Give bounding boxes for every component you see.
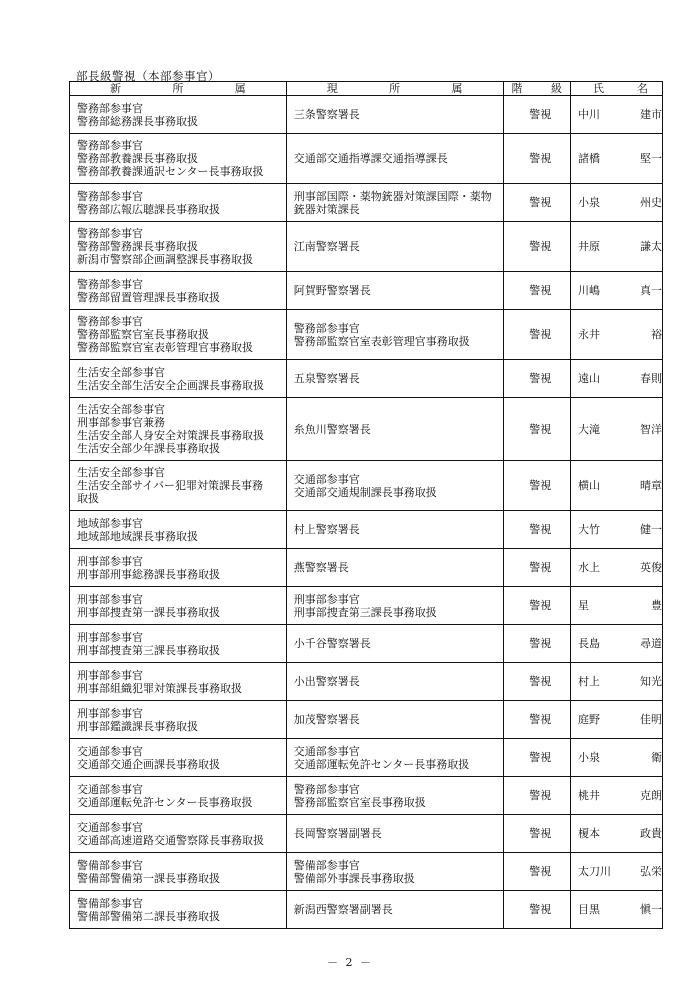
new-assignment-line: 生活安全部生活安全企画課長事務取扱 (77, 378, 264, 392)
name-cell (570, 815, 662, 853)
new-assignment-line: 刑事部捜査第三課長事務取扱 (77, 643, 220, 657)
rank-cell: 警視 (503, 777, 570, 815)
name-cell (570, 701, 662, 739)
name-cell (570, 360, 662, 398)
new-assignment-line: 警務部参事官 (77, 101, 143, 115)
rank-cell: 警視 (503, 663, 570, 701)
given-name: 知光 (640, 675, 662, 688)
current-assignment-cell (286, 360, 503, 398)
new-assignment-cell (70, 625, 287, 663)
new-assignment-line: 警務部教養課通訳センター長事務取扱 (77, 165, 264, 178)
current-assignment-line: 江南警察署長 (293, 240, 360, 253)
name-cell (570, 310, 662, 360)
rank-cell: 警視 (503, 815, 570, 853)
page-number: － 2 － (327, 956, 373, 969)
name-cell (570, 96, 662, 134)
name-cell (570, 134, 662, 184)
new-assignment-cell (70, 549, 287, 587)
current-assignment-line: 刑事部国際・薬物銃器対策課国際・薬物銃器対策課長 (293, 189, 492, 216)
current-assignment-cell (286, 272, 503, 310)
surname: 遠山 (577, 372, 600, 385)
surname: 永井 (577, 328, 600, 341)
current-assignment-cell (286, 663, 503, 701)
personnel-table (69, 81, 663, 929)
given-name: 謙太 (640, 240, 662, 253)
current-assignment-line: 警備部外事課長事務取扱 (293, 871, 415, 885)
rank-cell: 警視 (503, 272, 570, 310)
table-row (70, 853, 663, 891)
new-assignment-line: 警務部監察官室長事務取扱 (77, 328, 209, 341)
surname: 目黒 (577, 903, 600, 916)
rank-cell: 警視 (503, 398, 570, 461)
new-assignment-line: 生活安全部少年課長事務取扱 (77, 442, 220, 455)
new-assignment-line: 生活安全部参事官 (77, 403, 165, 416)
given-name: 弘栄 (640, 865, 662, 878)
name-cell (570, 222, 662, 272)
new-assignment-line: 警務部参事官 (77, 277, 143, 291)
given-name: 豊 (651, 599, 662, 612)
name-cell (570, 511, 662, 549)
given-name: 春則 (640, 372, 662, 385)
new-assignment-line: 交通部参事官 (77, 820, 143, 834)
surname: 水上 (577, 561, 600, 574)
new-assignment-line: 刑事部参事官 (77, 592, 143, 606)
surname: 小泉 (577, 196, 600, 209)
new-assignment-line: 交通部高速道路交通警察隊長事務取扱 (77, 833, 264, 847)
new-assignment-line: 生活安全部参事官 (77, 365, 165, 379)
surname: 大竹 (577, 523, 600, 536)
new-assignment-line: 警務部参事官 (77, 227, 143, 240)
current-assignment-cell (286, 891, 503, 929)
name-cell (570, 663, 662, 701)
new-assignment-cell (70, 184, 287, 222)
current-assignment-line: 加茂警察署長 (293, 713, 360, 726)
new-assignment-line: 交通部運転免許センター長事務取扱 (77, 795, 253, 809)
current-assignment-line: 長岡警察署副署長 (293, 827, 382, 840)
surname: 榎本 (577, 827, 600, 840)
new-assignment-line: 警務部留置管理課長事務取扱 (77, 290, 220, 304)
given-name: 裕 (651, 328, 662, 341)
new-assignment-line: 取扱 (77, 492, 99, 505)
given-name: 建市 (640, 108, 662, 121)
current-assignment-cell (286, 222, 503, 272)
current-assignment-cell (286, 815, 503, 853)
given-name: 晴章 (640, 479, 662, 492)
current-assignment-line: 糸魚川警察署長 (293, 422, 371, 436)
current-assignment-line: 五泉警察署長 (293, 372, 360, 385)
rank-cell: 警視 (503, 96, 570, 134)
current-assignment-cell (286, 461, 503, 511)
surname: 中川 (577, 108, 600, 121)
name-cell (570, 272, 662, 310)
given-name: 克朗 (640, 789, 662, 802)
new-assignment-line: 警務部教養課長事務取扱 (77, 152, 198, 165)
table-row (70, 360, 663, 398)
given-name: 智洋 (640, 422, 662, 436)
rank-cell: 警視 (503, 511, 570, 549)
current-assignment-cell (286, 777, 503, 815)
current-assignment-line: 小千谷警察署長 (293, 637, 371, 650)
current-assignment-cell (286, 310, 503, 360)
name-cell (570, 549, 662, 587)
current-assignment-line: 燕警察署長 (293, 561, 349, 574)
new-assignment-line: 警務部総務課長事務取扱 (77, 114, 198, 128)
new-assignment-line: 警務部広報広聴課長事務取扱 (77, 202, 220, 216)
given-name: 英俊 (640, 561, 662, 574)
new-assignment-line: 交通部交通企画課長事務取扱 (77, 757, 220, 771)
given-name: 堅一 (640, 152, 662, 165)
table-header-row (70, 82, 663, 96)
new-assignment-cell (70, 891, 287, 929)
name-cell (570, 739, 662, 777)
surname: 横山 (577, 479, 600, 492)
table-body (70, 96, 663, 929)
current-assignment-cell (286, 134, 503, 184)
table-row (70, 134, 663, 184)
new-assignment-cell (70, 777, 287, 815)
new-assignment-line: 警備部参事官 (77, 858, 143, 872)
current-assignment-line: 刑事部捜査第三課長事務取扱 (293, 605, 437, 619)
new-assignment-line: 警務部参事官 (77, 315, 143, 328)
name-cell (570, 461, 662, 511)
current-assignment-line: 三条警察署長 (293, 108, 360, 121)
current-assignment-line: 警務部参事官 (293, 321, 360, 335)
new-assignment-line: 交通部参事官 (77, 744, 143, 758)
new-assignment-line: 警備部参事官 (77, 896, 143, 910)
table-row (70, 587, 663, 625)
name-cell (570, 777, 662, 815)
new-assignment-cell (70, 96, 287, 134)
rank-cell: 警視 (503, 891, 570, 929)
new-assignment-cell (70, 739, 287, 777)
surname: 村上 (577, 675, 600, 688)
rank-cell: 警視 (503, 360, 570, 398)
new-assignment-line: 刑事部参事官 (77, 554, 143, 568)
new-assignment-line: 新潟市警察部企画調整課長事務取扱 (77, 253, 253, 266)
surname: 川嶋 (577, 284, 600, 297)
rank-cell: 警視 (503, 853, 570, 891)
new-assignment-cell (70, 663, 287, 701)
surname: 小泉 (577, 751, 600, 764)
table-row (70, 310, 663, 360)
name-cell (570, 625, 662, 663)
new-assignment-cell (70, 853, 287, 891)
surname: 諸橋 (577, 152, 600, 165)
current-assignment-line: 小出警察署長 (293, 675, 360, 688)
new-assignment-line: 刑事部鑑識課長事務取扱 (77, 719, 198, 733)
given-name: 政貴 (640, 827, 662, 840)
current-assignment-line: 交通部参事官 (293, 472, 360, 486)
rank-cell: 警視 (503, 461, 570, 511)
given-name: 健一 (640, 523, 662, 536)
new-assignment-line: 警務部参事官 (77, 189, 143, 203)
table-row (70, 272, 663, 310)
current-assignment-line: 警務部監察官室長事務取扱 (293, 795, 426, 809)
new-assignment-line: 刑事部参事官 (77, 706, 143, 720)
surname: 大滝 (577, 422, 600, 436)
new-assignment-line: 警務部警務課長事務取扱 (77, 240, 198, 253)
current-assignment-cell (286, 625, 503, 663)
new-assignment-cell (70, 398, 287, 461)
new-assignment-line: 生活安全部人身安全対策課長事務取扱 (77, 429, 264, 442)
current-assignment-cell (286, 549, 503, 587)
given-name: 尋道 (640, 637, 662, 650)
given-name: 州史 (640, 196, 662, 209)
name-cell (570, 184, 662, 222)
table-row (70, 461, 663, 511)
new-assignment-line: 警務部監察官室表彰管理官事務取扱 (77, 341, 253, 354)
new-assignment-line: 警備部警備第一課長事務取扱 (77, 871, 220, 885)
rank-cell: 警視 (503, 625, 570, 663)
new-assignment-line: 刑事部参事官 (77, 630, 143, 644)
current-assignment-cell (286, 96, 503, 134)
current-assignment-line: 阿賀野警察署長 (293, 284, 371, 297)
table-row (70, 625, 663, 663)
new-assignment-cell (70, 310, 287, 360)
current-assignment-line: 新潟西警察署副署長 (293, 903, 393, 916)
new-assignment-cell (70, 360, 287, 398)
table-row (70, 398, 663, 461)
new-assignment-line: 交通部参事官 (77, 782, 143, 796)
current-assignment-line: 警備部参事官 (293, 858, 360, 872)
rank-cell: 警視 (503, 134, 570, 184)
current-assignment-line: 交通部交通指導課交通指導課長 (293, 152, 448, 165)
new-assignment-cell (70, 222, 287, 272)
current-assignment-cell (286, 701, 503, 739)
table-row (70, 222, 663, 272)
current-assignment-line: 交通部参事官 (293, 744, 360, 758)
table-row (70, 739, 663, 777)
new-assignment-line: 地域部地域課長事務取扱 (77, 529, 198, 543)
table-row (70, 891, 663, 929)
new-assignment-line: 刑事部組織犯罪対策課長事務取扱 (77, 681, 242, 695)
current-assignment-line: 交通部交通規制課長事務取扱 (293, 485, 437, 499)
rank-cell: 警視 (503, 739, 570, 777)
current-assignment-cell (286, 398, 503, 461)
name-cell (570, 587, 662, 625)
current-assignment-cell (286, 739, 503, 777)
name-cell (570, 891, 662, 929)
header-current-assignment: 現 所 属 (286, 82, 503, 96)
new-assignment-cell (70, 134, 287, 184)
page-caption: 部長級警視（本部参事官） (76, 69, 220, 83)
new-assignment-cell (70, 587, 287, 625)
table-row (70, 777, 663, 815)
table-row (70, 549, 663, 587)
new-assignment-line: 生活安全部サイバー犯罪対策課長事務 (77, 479, 264, 492)
header-new-assignment: 新 所 属 (70, 82, 287, 96)
current-assignment-line: 交通部運転免許センター長事務取扱 (293, 757, 470, 771)
table-row (70, 96, 663, 134)
new-assignment-line: 刑事部参事官兼務 (77, 416, 165, 429)
rank-cell: 警視 (503, 701, 570, 739)
given-name: 真一 (640, 284, 662, 297)
new-assignment-cell (70, 701, 287, 739)
surname: 桃井 (577, 789, 600, 802)
given-name: 愼一 (640, 903, 662, 916)
new-assignment-line: 地域部参事官 (77, 516, 143, 530)
new-assignment-line: 警備部警備第二課長事務取扱 (77, 909, 220, 923)
new-assignment-cell (70, 511, 287, 549)
new-assignment-line: 警務部参事官 (77, 139, 143, 152)
rank-cell: 警視 (503, 184, 570, 222)
header-rank: 階 級 (503, 82, 570, 96)
rank-cell: 警視 (503, 310, 570, 360)
surname: 太刀川 (577, 865, 611, 878)
new-assignment-cell (70, 461, 287, 511)
rank-cell: 警視 (503, 587, 570, 625)
header-name: 氏 名 (570, 82, 662, 96)
name-cell (570, 853, 662, 891)
new-assignment-line: 刑事部参事官 (77, 668, 143, 682)
surname: 井原 (577, 240, 600, 253)
surname: 庭野 (577, 713, 600, 726)
given-name: 衛 (651, 751, 662, 764)
table-row (70, 511, 663, 549)
current-assignment-line: 村上警察署長 (293, 523, 360, 536)
table-row (70, 663, 663, 701)
current-assignment-cell (286, 587, 503, 625)
table-row (70, 184, 663, 222)
table-row (70, 701, 663, 739)
new-assignment-line: 刑事部刑事総務課長事務取扱 (77, 567, 220, 581)
current-assignment-line: 警務部監察官室表彰管理官事務取扱 (293, 334, 470, 348)
new-assignment-cell (70, 815, 287, 853)
rank-cell: 警視 (503, 549, 570, 587)
name-cell (570, 398, 662, 461)
new-assignment-line: 生活安全部参事官 (77, 466, 165, 479)
table-row (70, 815, 663, 853)
surname: 長島 (577, 637, 600, 650)
new-assignment-cell (70, 272, 287, 310)
surname: 星 (577, 599, 589, 612)
current-assignment-cell (286, 511, 503, 549)
current-assignment-line: 刑事部参事官 (293, 592, 360, 606)
new-assignment-line: 刑事部捜査第一課長事務取扱 (77, 605, 220, 619)
rank-cell: 警視 (503, 222, 570, 272)
current-assignment-cell (286, 184, 503, 222)
given-name: 佳明 (640, 713, 662, 726)
current-assignment-line: 警務部参事官 (293, 782, 360, 796)
current-assignment-cell (286, 853, 503, 891)
